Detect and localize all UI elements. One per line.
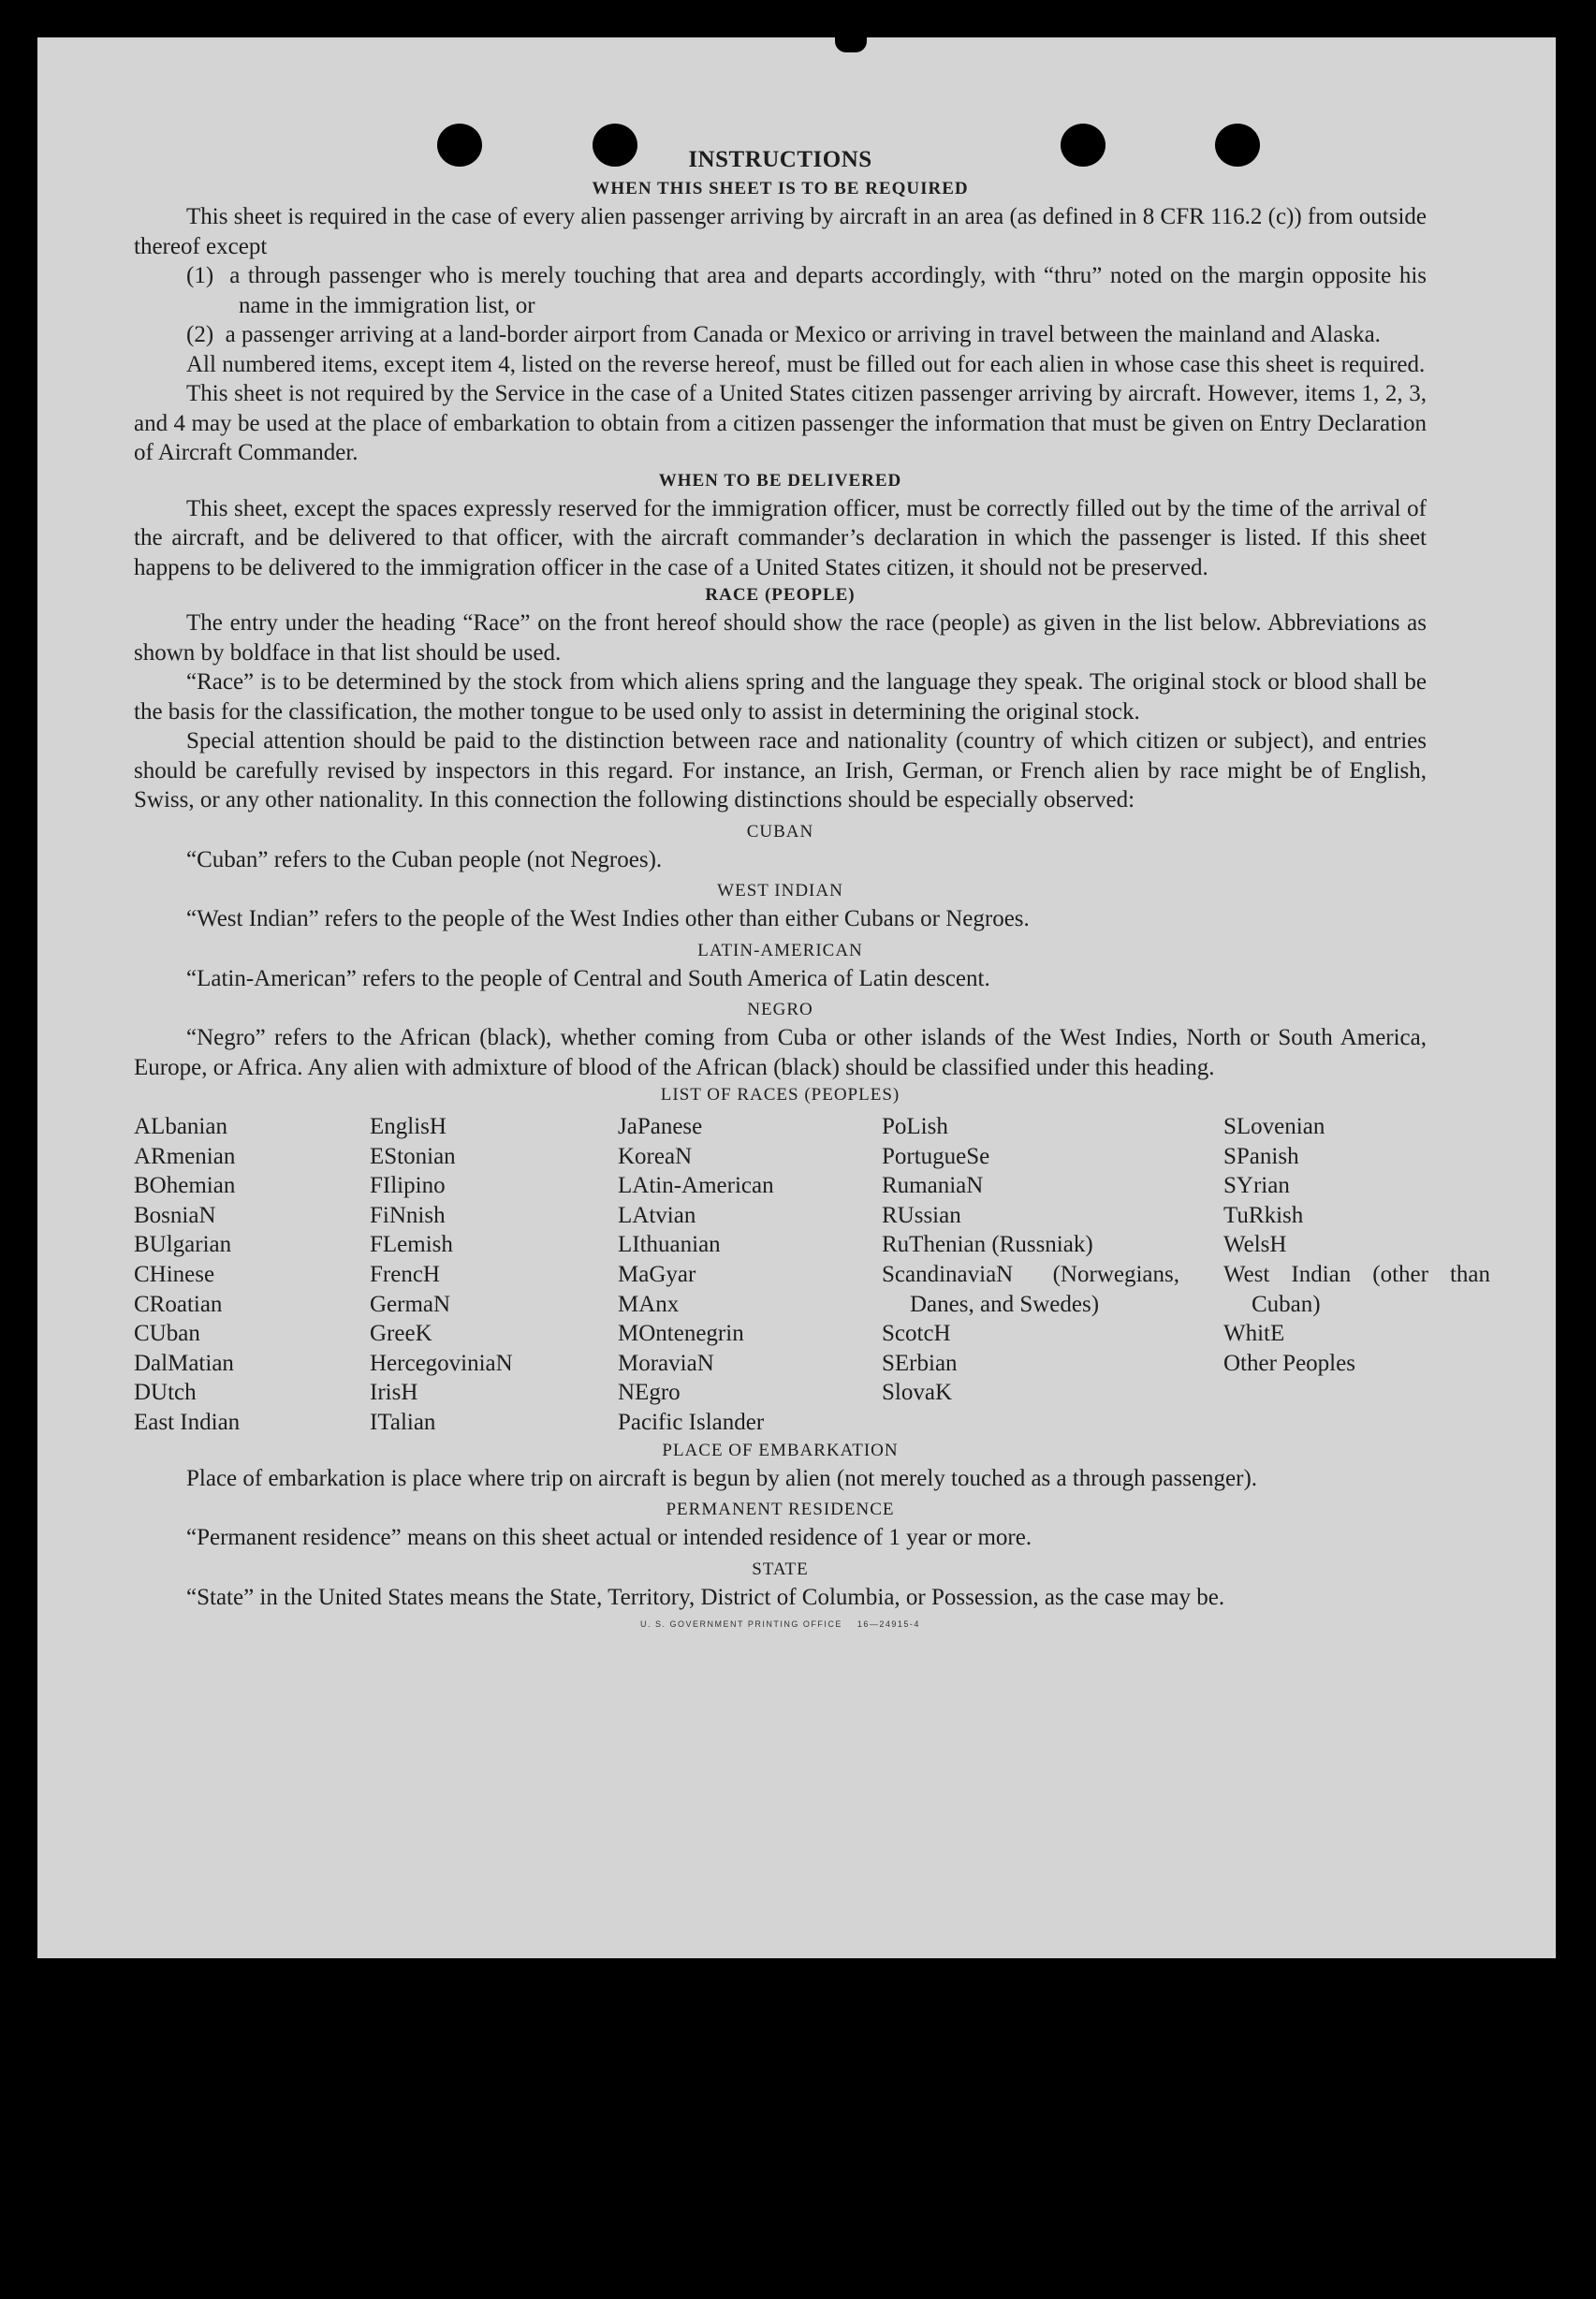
race-entry: WelsH [1223,1232,1287,1258]
race-entry: EStonian [370,1143,456,1169]
race-entry: LAtvian [618,1202,696,1228]
printing-office-imprint: U. S. GOVERNMENT PRINTING OFFICE 16—24915-4 [640,1619,920,1630]
residence-text: “Permanent residence” means on this sheet actual or intended residence of 1 year or more. [186,1525,1032,1551]
race-entry: ITalian [370,1409,436,1435]
race-entry: West Indian (other than Cuban) [1223,1261,1490,1317]
punch-hole-icon [1215,124,1260,167]
race-entry: HercegoviniaN [370,1350,513,1376]
race-entry: IrisH [370,1380,418,1406]
race-entry: RumaniaN [882,1173,984,1199]
required-intro: This sheet is required in the case of every alien passenger arriving by aircraft in an area (as defined in 8 CFR 116.2 (c)) from outside thereof except [134,204,1427,259]
negro-text: “Negro” refers to the African (black), whether coming from Cuba or other islands of the West Indies, North or South America, Europe, or Africa. Any alien with admixture of blood of the African (black) should be classified under this heading. [134,1025,1427,1080]
race-entry: DUtch [134,1380,197,1406]
race-entry: BosniaN [134,1202,216,1228]
state-text: “State” in the United States means the State, Territory, District of Columbia, or Possession, as the case may be. [186,1584,1225,1610]
race-entry: RUssian [882,1202,961,1228]
west-indian-text: “West Indian” refers to the people of the West Indies other than either Cubans or Negroes. [186,906,1030,931]
document-title: INSTRUCTIONS [688,147,872,172]
section-heading-state: STATE [752,1559,809,1579]
races-list [134,1112,1490,1438]
races-column-2 [370,1112,618,1438]
race-entry: SYrian [1223,1173,1290,1199]
instruction-sheet [37,37,1556,1958]
race-entry: Pacific Islander [618,1409,765,1435]
race-entry: ScotcH [882,1321,951,1347]
race-entry: PortugueSe [882,1143,990,1169]
race-entry: CRoatian [134,1291,223,1317]
race-entry: BUlgarian [134,1232,232,1258]
race-entry: DalMatian [134,1350,234,1376]
section-heading-residence: PERMANENT RESIDENCE [666,1500,895,1520]
required-paragraph-2: All numbered items, except item 4, listed on the reverse hereof, must be filled out for each alien in whose case this sheet is required. [186,351,1426,377]
exception-item: (2) a passenger arriving at a land-border airport from Canada or Mexico or arriving in travel between the mainland and Alaska. [186,322,1381,347]
race-entry: SLovenian [1223,1114,1325,1139]
race-entry: SPanish [1223,1143,1299,1169]
race-entry: ARmenian [134,1143,236,1169]
race-entry: TuRkish [1223,1202,1304,1228]
staple-notch [835,37,867,52]
race-paragraph-3: Special attention should be paid to the distinction between race and nationality (country of which citizen or subject), and entries should be carefully revised by inspectors in this regard. For instance, an Irish, German, or French alien by race might be of English, Swiss, or any other nationality. In this connection the following distinctions should be especially observed: [134,728,1427,813]
race-entry: NEgro [618,1380,681,1406]
race-entry: SlovaK [882,1380,952,1406]
races-column-5 [1223,1112,1490,1438]
race-entry: ScandinaviaN (Norwegians, Danes, and Swedes) [882,1261,1179,1317]
race-entry: ALbanian [134,1114,227,1139]
race-entry: FIlipino [370,1173,446,1199]
race-entry: PoLish [882,1114,948,1139]
punch-hole-icon [593,124,637,167]
race-entry: RuThenian (Russniak) [882,1232,1093,1258]
race-entry: JaPanese [618,1114,703,1139]
race-entry: KoreaN [618,1143,693,1169]
race-entry: CUban [134,1321,200,1347]
race-entry: GermaN [370,1291,451,1317]
race-entry: MoraviaN [618,1350,714,1376]
punch-hole-icon [437,124,482,167]
race-entry: East Indian [134,1409,241,1435]
punch-holes [37,124,1556,170]
section-heading-negro: NEGRO [747,1000,813,1019]
race-entry: LAtin-American [618,1173,774,1199]
section-heading-required: WHEN THIS SHEET IS TO BE REQUIRED [592,179,969,198]
race-paragraph-2: “Race” is to be determined by the stock from which aliens spring and the language they speak. The original stock or blood shall be the basis for the classification, the mother tongue to be used only to assist in determining the original stock. [134,669,1427,725]
cuban-text: “Cuban” refers to the Cuban people (not Negroes). [186,846,663,872]
section-heading-cuban: CUBAN [746,821,814,842]
exceptions-list [134,261,1427,350]
race-entry: FLemish [370,1232,453,1258]
races-column-4 [882,1112,1223,1438]
race-entry: LIthuanian [618,1232,721,1258]
race-entry: SErbian [882,1350,958,1376]
section-heading-embarkation: PLACE OF EMBARKATION [662,1440,899,1460]
race-entry: Other Peoples [1223,1350,1355,1376]
race-entry: FrencH [370,1261,440,1287]
section-heading-race: RACE (PEOPLE) [705,585,856,605]
race-entry: CHinese [134,1261,215,1287]
race-paragraph-1: The entry under the heading “Race” on the front hereof should show the race (people) as given in the list below. Abbreviations as shown by boldface in that list should be used. [134,610,1427,666]
race-entry: FiNnish [370,1202,446,1228]
races-column-1 [134,1112,370,1438]
required-paragraph-3: This sheet is not required by the Service in the case of a United States citizen passenger arriving by aircraft. However, items 1, 2, 3, and 4 may be used at the place of embarkation to obtain from a citizen passenger the information that must be given on Entry Declaration of Aircraft Commander. [134,381,1427,465]
section-heading-races-list: LIST OF RACES (PEOPLES) [660,1085,900,1105]
race-entry: GreeK [370,1321,432,1347]
race-entry: EnglisH [370,1114,447,1139]
race-entry: MOntenegrin [618,1321,744,1347]
race-entry: BOhemian [134,1173,236,1199]
section-heading-west-indian: WEST INDIAN [717,881,843,901]
races-column-3 [618,1112,882,1438]
delivered-text: This sheet, except the spaces expressly reserved for the immigration officer, must be correctly filled out by the time of the arrival of the aircraft, and be delivered to that officer, with the aircraft commander’s declaration in which the passenger is listed. If this sheet happens to be delivered to the immigration officer in the case of a United States citizen, it should not be preserved. [134,495,1427,580]
section-heading-delivered: WHEN TO BE DELIVERED [658,470,902,491]
section-heading-latin-american: LATIN-AMERICAN [697,940,863,960]
latin-american-text: “Latin-American” refers to the people of Central and South America of Latin descent. [186,965,990,991]
race-entry: MAnx [618,1291,680,1317]
race-entry: WhitE [1223,1321,1285,1347]
embarkation-text: Place of embarkation is place where trip on aircraft is begun by alien (not merely touched as a through passenger). [186,1465,1258,1491]
exception-item: (1) a through passenger who is merely touching that area and departs accordingly, with “thru” noted on the margin opposite his name in the immigration list, or [186,263,1427,318]
punch-hole-icon [1061,124,1105,167]
race-entry: MaGyar [618,1261,696,1287]
